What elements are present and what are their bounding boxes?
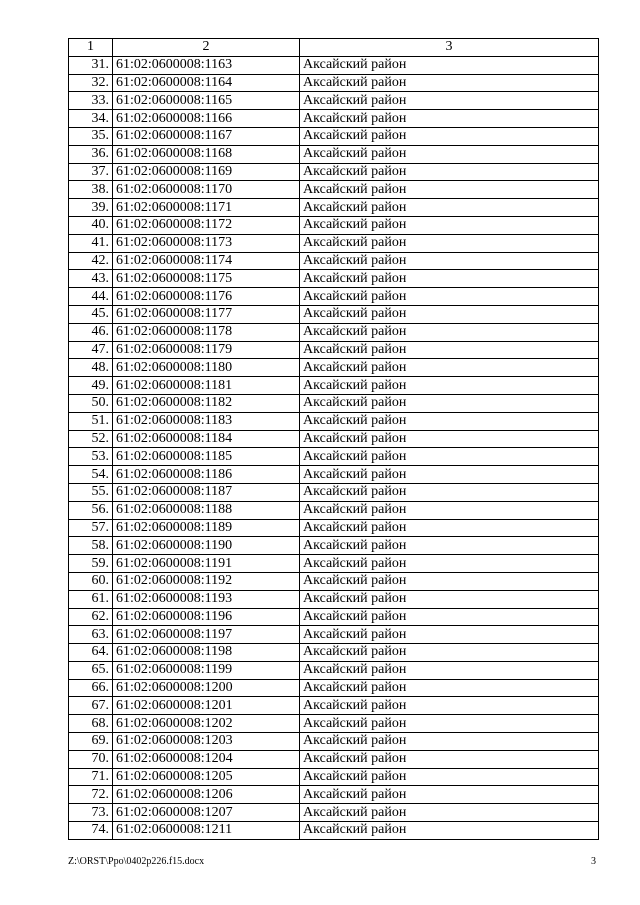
district-name: Аксайский район bbox=[300, 92, 599, 110]
district-name: Аксайский район bbox=[300, 483, 599, 501]
table-row bbox=[69, 804, 599, 822]
cadastral-number: 61:02:0600008:1203 bbox=[113, 733, 300, 751]
district-name: Аксайский район bbox=[300, 768, 599, 786]
cadastral-number: 61:02:0600008:1163 bbox=[113, 56, 300, 74]
row-number: 71. bbox=[69, 768, 113, 786]
cadastral-number: 61:02:0600008:1206 bbox=[113, 786, 300, 804]
cadastral-number: 61:02:0600008:1179 bbox=[113, 341, 300, 359]
footer-file-path: Z:\ORST\Ppo\0402p226.f15.docx bbox=[68, 856, 205, 867]
district-name: Аксайский район bbox=[300, 572, 599, 590]
district-name: Аксайский район bbox=[300, 394, 599, 412]
table-row bbox=[69, 430, 599, 448]
district-name: Аксайский район bbox=[300, 412, 599, 430]
row-number: 73. bbox=[69, 804, 113, 822]
row-number: 50. bbox=[69, 394, 113, 412]
cadastral-number: 61:02:0600008:1188 bbox=[113, 501, 300, 519]
cadastral-number: 61:02:0600008:1169 bbox=[113, 163, 300, 181]
table-row bbox=[69, 252, 599, 270]
row-number: 33. bbox=[69, 92, 113, 110]
row-number: 37. bbox=[69, 163, 113, 181]
table-row bbox=[69, 750, 599, 768]
row-number: 70. bbox=[69, 750, 113, 768]
cadastral-number: 61:02:0600008:1211 bbox=[113, 822, 300, 840]
district-name: Аксайский район bbox=[300, 252, 599, 270]
table-row bbox=[69, 786, 599, 804]
table-row bbox=[69, 127, 599, 145]
district-name: Аксайский район bbox=[300, 537, 599, 555]
cadastral-number: 61:02:0600008:1171 bbox=[113, 199, 300, 217]
district-name: Аксайский район bbox=[300, 626, 599, 644]
table-row bbox=[69, 163, 599, 181]
cadastral-number: 61:02:0600008:1166 bbox=[113, 110, 300, 128]
row-number: 39. bbox=[69, 199, 113, 217]
district-name: Аксайский район bbox=[300, 377, 599, 395]
row-number: 38. bbox=[69, 181, 113, 199]
table-row bbox=[69, 270, 599, 288]
district-name: Аксайский район bbox=[300, 110, 599, 128]
row-number: 52. bbox=[69, 430, 113, 448]
row-number: 45. bbox=[69, 305, 113, 323]
district-name: Аксайский район bbox=[300, 270, 599, 288]
row-number: 41. bbox=[69, 234, 113, 252]
row-number: 56. bbox=[69, 501, 113, 519]
cadastral-number: 61:02:0600008:1177 bbox=[113, 305, 300, 323]
cadastral-number: 61:02:0600008:1199 bbox=[113, 661, 300, 679]
column-header-district: 3 bbox=[300, 39, 599, 57]
table-row bbox=[69, 323, 599, 341]
row-number: 35. bbox=[69, 127, 113, 145]
table-row bbox=[69, 448, 599, 466]
cadastral-number: 61:02:0600008:1186 bbox=[113, 466, 300, 484]
table-row bbox=[69, 56, 599, 74]
district-name: Аксайский район bbox=[300, 181, 599, 199]
cadastral-number: 61:02:0600008:1205 bbox=[113, 768, 300, 786]
cadastral-number: 61:02:0600008:1197 bbox=[113, 626, 300, 644]
cadastral-number: 61:02:0600008:1202 bbox=[113, 715, 300, 733]
district-name: Аксайский район bbox=[300, 305, 599, 323]
cadastral-number: 61:02:0600008:1190 bbox=[113, 537, 300, 555]
row-number: 44. bbox=[69, 288, 113, 306]
table-row bbox=[69, 466, 599, 484]
table-row bbox=[69, 590, 599, 608]
row-number: 67. bbox=[69, 697, 113, 715]
cadastral-number: 61:02:0600008:1178 bbox=[113, 323, 300, 341]
table-row bbox=[69, 537, 599, 555]
row-number: 48. bbox=[69, 359, 113, 377]
cadastral-number: 61:02:0600008:1165 bbox=[113, 92, 300, 110]
table-row bbox=[69, 679, 599, 697]
cadastral-number: 61:02:0600008:1168 bbox=[113, 145, 300, 163]
district-name: Аксайский район bbox=[300, 216, 599, 234]
district-name: Аксайский район bbox=[300, 448, 599, 466]
district-name: Аксайский район bbox=[300, 430, 599, 448]
cadastral-number: 61:02:0600008:1198 bbox=[113, 644, 300, 662]
row-number: 58. bbox=[69, 537, 113, 555]
cadastral-number: 61:02:0600008:1172 bbox=[113, 216, 300, 234]
table-row bbox=[69, 305, 599, 323]
row-number: 47. bbox=[69, 341, 113, 359]
table-row bbox=[69, 822, 599, 840]
row-number: 59. bbox=[69, 555, 113, 573]
district-name: Аксайский район bbox=[300, 822, 599, 840]
table-row bbox=[69, 483, 599, 501]
district-name: Аксайский район bbox=[300, 590, 599, 608]
district-name: Аксайский район bbox=[300, 804, 599, 822]
row-number: 54. bbox=[69, 466, 113, 484]
table-row bbox=[69, 110, 599, 128]
district-name: Аксайский район bbox=[300, 145, 599, 163]
cadastral-number: 61:02:0600008:1185 bbox=[113, 448, 300, 466]
table-row bbox=[69, 412, 599, 430]
row-number: 72. bbox=[69, 786, 113, 804]
table-row bbox=[69, 341, 599, 359]
row-number: 68. bbox=[69, 715, 113, 733]
table-row bbox=[69, 519, 599, 537]
row-number: 60. bbox=[69, 572, 113, 590]
table-row bbox=[69, 768, 599, 786]
row-number: 55. bbox=[69, 483, 113, 501]
district-name: Аксайский район bbox=[300, 199, 599, 217]
cadastral-number: 61:02:0600008:1193 bbox=[113, 590, 300, 608]
row-number: 74. bbox=[69, 822, 113, 840]
district-name: Аксайский район bbox=[300, 697, 599, 715]
row-number: 66. bbox=[69, 679, 113, 697]
table-row bbox=[69, 697, 599, 715]
district-name: Аксайский район bbox=[300, 555, 599, 573]
row-number: 51. bbox=[69, 412, 113, 430]
table-row bbox=[69, 572, 599, 590]
district-name: Аксайский район bbox=[300, 786, 599, 804]
footer-page-number: 3 bbox=[591, 856, 596, 867]
district-name: Аксайский район bbox=[300, 466, 599, 484]
table-row bbox=[69, 92, 599, 110]
cadastral-number: 61:02:0600008:1167 bbox=[113, 127, 300, 145]
district-name: Аксайский район bbox=[300, 608, 599, 626]
row-number: 36. bbox=[69, 145, 113, 163]
row-number: 63. bbox=[69, 626, 113, 644]
cadastral-number: 61:02:0600008:1181 bbox=[113, 377, 300, 395]
cadastral-number: 61:02:0600008:1207 bbox=[113, 804, 300, 822]
cadastral-number: 61:02:0600008:1183 bbox=[113, 412, 300, 430]
district-name: Аксайский район bbox=[300, 715, 599, 733]
cadastral-number: 61:02:0600008:1187 bbox=[113, 483, 300, 501]
table-row bbox=[69, 74, 599, 92]
row-number: 31. bbox=[69, 56, 113, 74]
cadastral-number: 61:02:0600008:1176 bbox=[113, 288, 300, 306]
cadastral-number: 61:02:0600008:1184 bbox=[113, 430, 300, 448]
cadastral-number: 61:02:0600008:1189 bbox=[113, 519, 300, 537]
cadastral-number: 61:02:0600008:1180 bbox=[113, 359, 300, 377]
row-number: 53. bbox=[69, 448, 113, 466]
table-row bbox=[69, 359, 599, 377]
row-number: 49. bbox=[69, 377, 113, 395]
cadastral-number: 61:02:0600008:1204 bbox=[113, 750, 300, 768]
column-header-cadastral: 2 bbox=[113, 39, 300, 57]
district-name: Аксайский район bbox=[300, 341, 599, 359]
row-number: 46. bbox=[69, 323, 113, 341]
district-name: Аксайский район bbox=[300, 56, 599, 74]
cadastral-number: 61:02:0600008:1173 bbox=[113, 234, 300, 252]
district-name: Аксайский район bbox=[300, 234, 599, 252]
row-number: 42. bbox=[69, 252, 113, 270]
table-row bbox=[69, 288, 599, 306]
cadastral-number: 61:02:0600008:1196 bbox=[113, 608, 300, 626]
row-number: 62. bbox=[69, 608, 113, 626]
cadastral-number: 61:02:0600008:1164 bbox=[113, 74, 300, 92]
district-name: Аксайский район bbox=[300, 661, 599, 679]
column-header-number: 1 bbox=[69, 39, 113, 57]
row-number: 32. bbox=[69, 74, 113, 92]
table-row bbox=[69, 501, 599, 519]
table-row bbox=[69, 216, 599, 234]
district-name: Аксайский район bbox=[300, 679, 599, 697]
cadastral-number: 61:02:0600008:1201 bbox=[113, 697, 300, 715]
row-number: 34. bbox=[69, 110, 113, 128]
district-name: Аксайский район bbox=[300, 74, 599, 92]
table-row bbox=[69, 181, 599, 199]
cadastral-number: 61:02:0600008:1200 bbox=[113, 679, 300, 697]
district-name: Аксайский район bbox=[300, 501, 599, 519]
district-name: Аксайский район bbox=[300, 127, 599, 145]
table-row bbox=[69, 394, 599, 412]
table-row bbox=[69, 234, 599, 252]
table-row bbox=[69, 608, 599, 626]
cadastral-number: 61:02:0600008:1192 bbox=[113, 572, 300, 590]
district-name: Аксайский район bbox=[300, 750, 599, 768]
cadastral-number: 61:02:0600008:1175 bbox=[113, 270, 300, 288]
table-header-row bbox=[69, 39, 599, 57]
table-row bbox=[69, 626, 599, 644]
table-row bbox=[69, 555, 599, 573]
row-number: 69. bbox=[69, 733, 113, 751]
cadastral-number: 61:02:0600008:1174 bbox=[113, 252, 300, 270]
cadastral-number: 61:02:0600008:1170 bbox=[113, 181, 300, 199]
row-number: 57. bbox=[69, 519, 113, 537]
district-name: Аксайский район bbox=[300, 733, 599, 751]
row-number: 64. bbox=[69, 644, 113, 662]
district-name: Аксайский район bbox=[300, 163, 599, 181]
table-row bbox=[69, 715, 599, 733]
table-row bbox=[69, 377, 599, 395]
table-row bbox=[69, 733, 599, 751]
district-name: Аксайский район bbox=[300, 519, 599, 537]
cadastral-number: 61:02:0600008:1182 bbox=[113, 394, 300, 412]
district-name: Аксайский район bbox=[300, 359, 599, 377]
table-row bbox=[69, 145, 599, 163]
row-number: 43. bbox=[69, 270, 113, 288]
district-name: Аксайский район bbox=[300, 644, 599, 662]
cadastral-table bbox=[68, 38, 599, 840]
row-number: 40. bbox=[69, 216, 113, 234]
table-row bbox=[69, 199, 599, 217]
district-name: Аксайский район bbox=[300, 323, 599, 341]
row-number: 61. bbox=[69, 590, 113, 608]
row-number: 65. bbox=[69, 661, 113, 679]
district-name: Аксайский район bbox=[300, 288, 599, 306]
table-row bbox=[69, 661, 599, 679]
cadastral-number: 61:02:0600008:1191 bbox=[113, 555, 300, 573]
table-row bbox=[69, 644, 599, 662]
